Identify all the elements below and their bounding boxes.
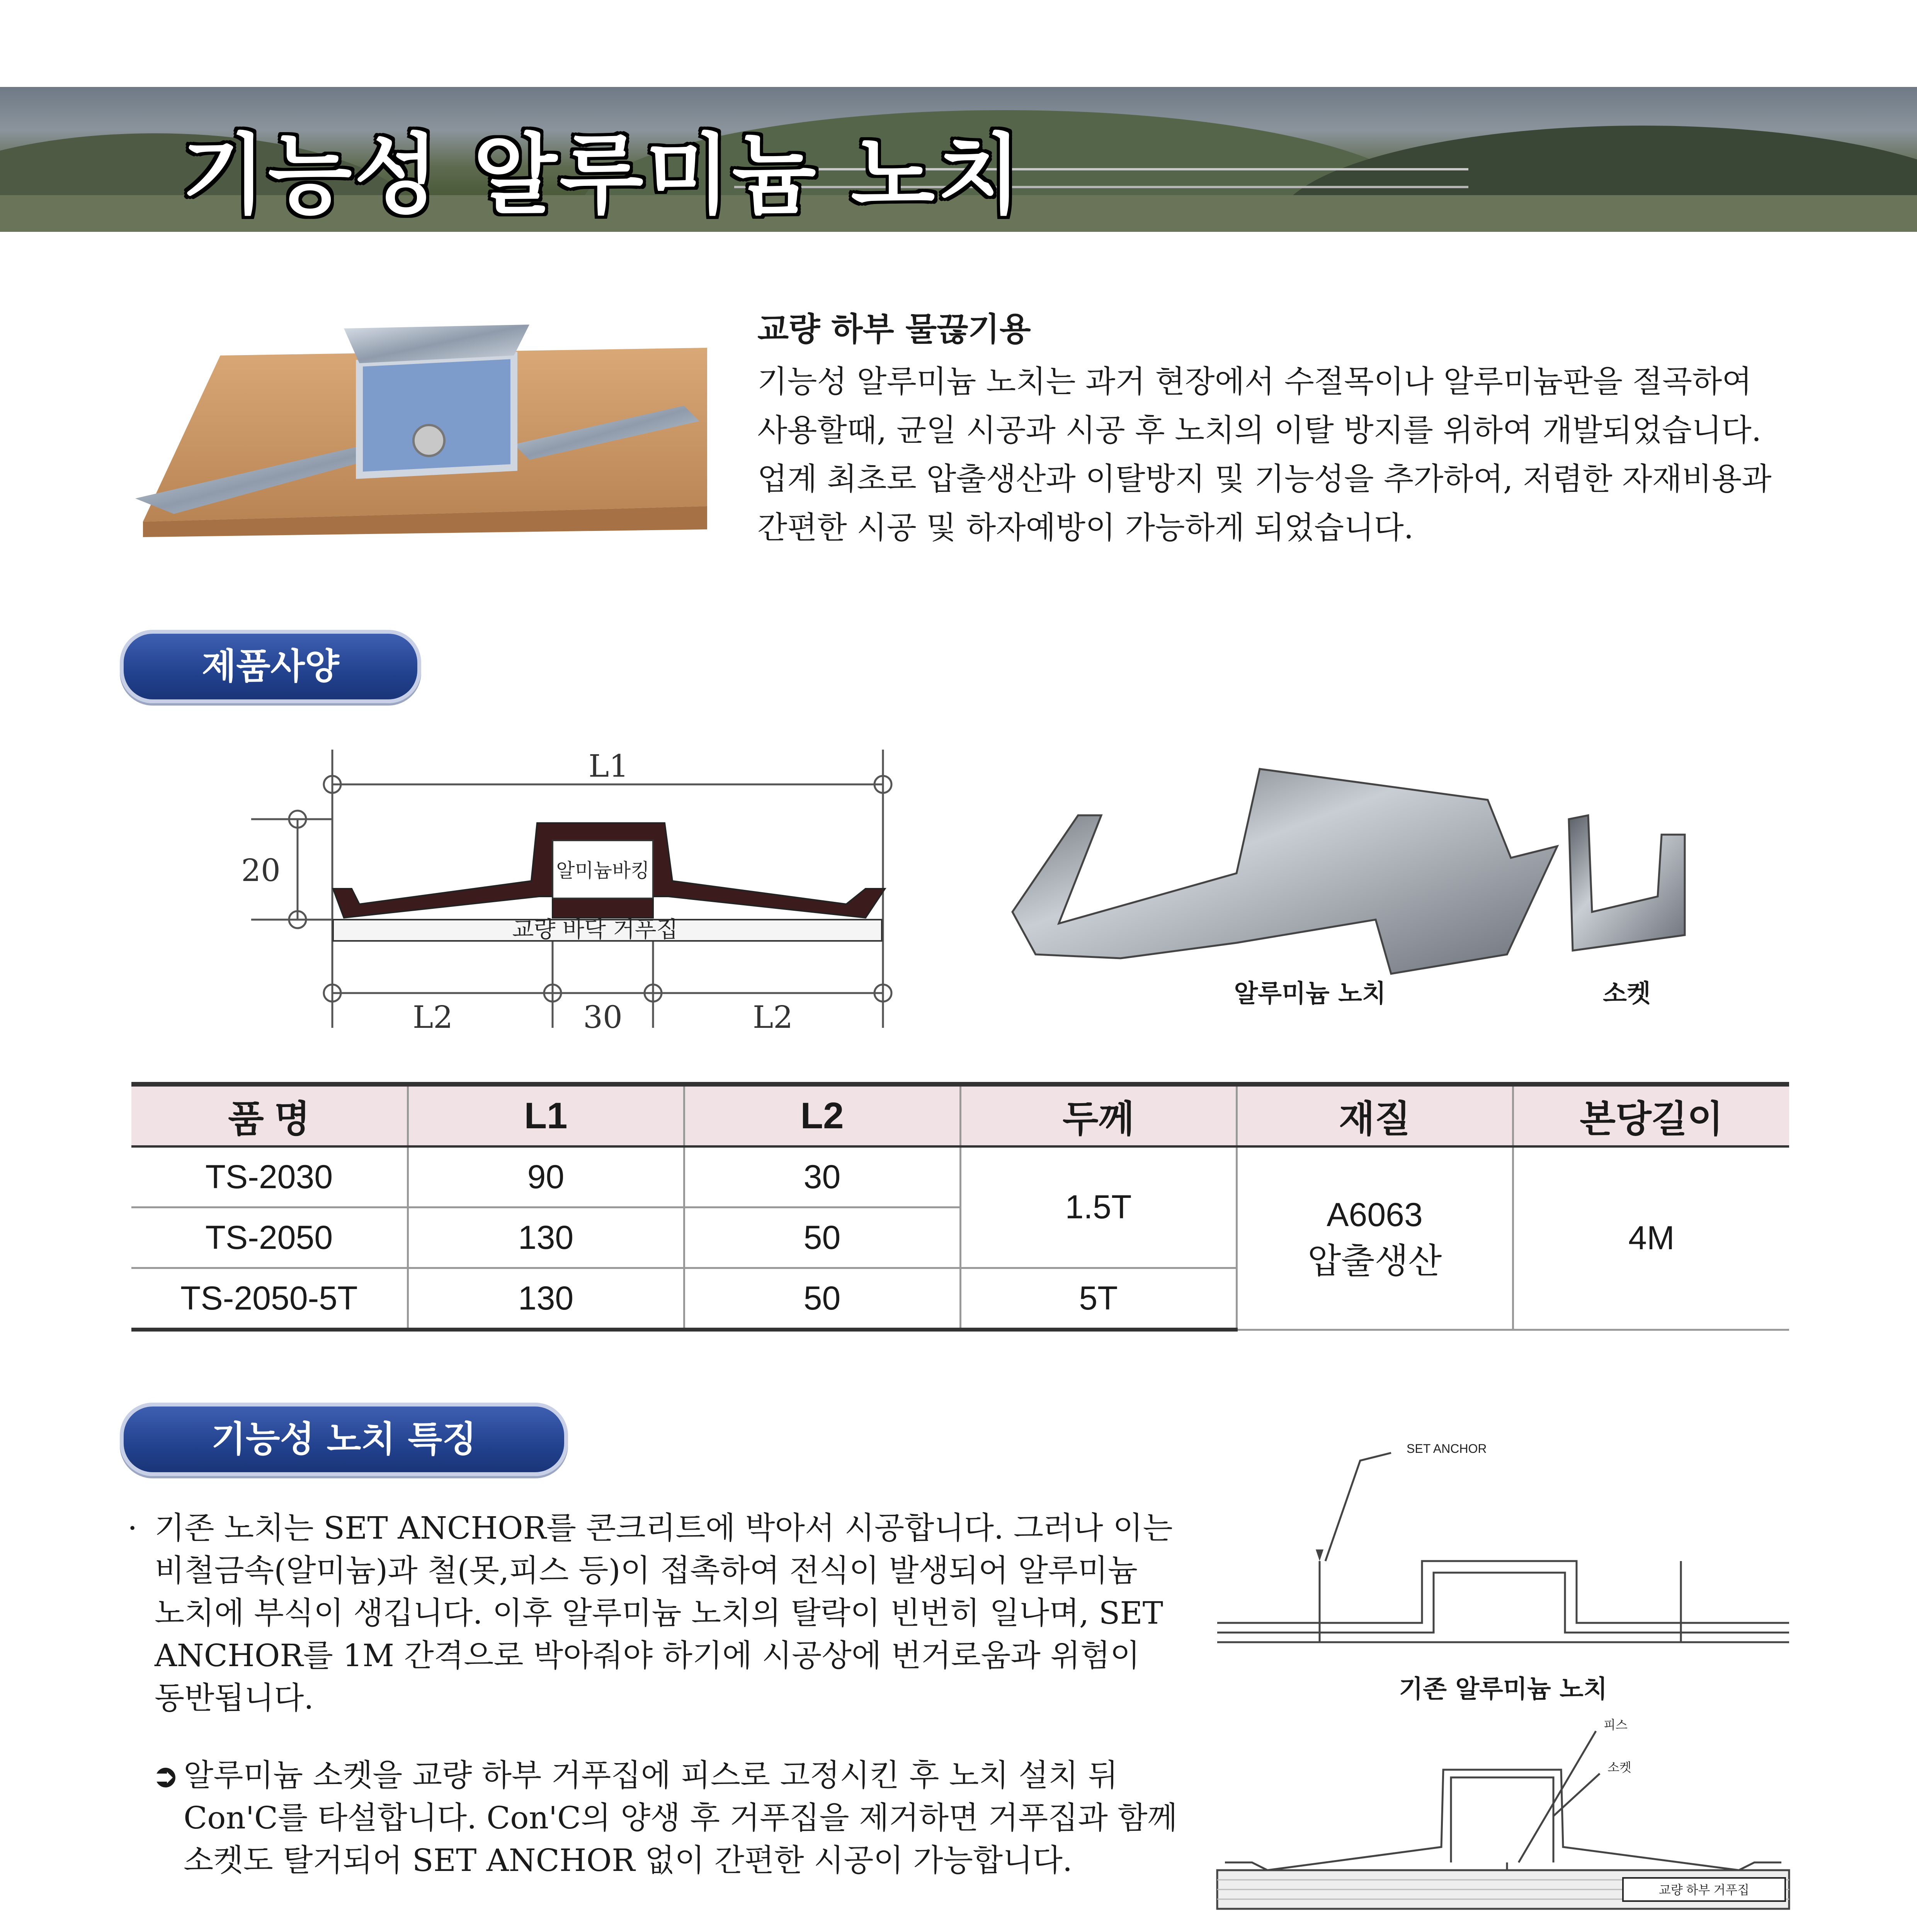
diagram-2-caption	[1306, 1930, 1700, 1932]
dim-l2-left-label: L2	[412, 999, 453, 1035]
diagram-existing-notch	[1209, 1437, 1797, 1654]
table-row	[131, 1146, 1789, 1208]
arrow-icon: ➲	[153, 1757, 179, 1794]
cell-l2: 50	[684, 1208, 960, 1268]
product-photo	[128, 305, 726, 537]
material-line: 압출생산	[1307, 1242, 1442, 1281]
feature-line: 기존 노치는 SET ANCHOR를 콘크리트에 박아서 시공합니다. 그러나 이는	[155, 1510, 1173, 1546]
intro-line: 간편한 시공 및 하자예방이 가능하게 되었습니다.	[757, 510, 1414, 546]
intro-title: 교량 하부 물끊기용	[757, 310, 1031, 348]
socket-photo-caption: 소켓	[1603, 980, 1651, 1008]
header-l2: L2	[684, 1084, 960, 1146]
diagram-functional-notch	[1209, 1708, 1797, 1924]
cell-thickness: 1.5T	[960, 1146, 1237, 1268]
spec-table	[131, 1082, 1789, 1332]
feature-block-1	[128, 1507, 1173, 1719]
header-banner	[0, 87, 1917, 232]
section-label-spec: 제품사양	[120, 630, 421, 703]
feature-line: 동반됩니다.	[155, 1680, 314, 1716]
feature-line: 비철금속(알미늄)과 철(못,피스 등)이 접촉하여 전식이 발생되어 알루미늄	[155, 1553, 1138, 1588]
cell-material	[1237, 1146, 1513, 1330]
material-line: A6063	[1327, 1196, 1423, 1234]
feature-line: ANCHOR를 1M 간격으로 박아줘야 하기에 시공상에 번거로움과 위험이	[155, 1638, 1140, 1673]
socket-label: 소켓	[1607, 1760, 1631, 1774]
header-material: 재질	[1237, 1084, 1513, 1146]
intro-description	[757, 357, 1816, 552]
screw-label: 피스	[1604, 1718, 1628, 1732]
dimension-drawing	[232, 734, 927, 1043]
cell-name: TS-2030	[131, 1146, 408, 1208]
feature-line: 알루미늄 소켓을 교량 하부 거푸집에 피스로 고정시킨 후 노치 설치 뒤	[184, 1757, 1118, 1793]
header-length: 본당길이	[1513, 1084, 1789, 1146]
dim-l1-label: L1	[588, 748, 629, 784]
page-title: 기능성 알루미늄 노치	[182, 125, 1024, 226]
notch-photo-caption: 알루미늄 노치	[1234, 980, 1386, 1008]
dim-packing-label: 알미늄바킹	[556, 859, 650, 882]
cell-thickness: 5T	[960, 1268, 1237, 1330]
bullet-mark: ·	[128, 1510, 138, 1546]
notch-socket-photo	[1005, 757, 1700, 1005]
feature-block-1-sub	[153, 1754, 1177, 1882]
form-label: 교량 하부 거푸집	[1658, 1883, 1750, 1897]
dim-base-label: 교량 바닥 거푸집	[512, 916, 678, 942]
cell-name: TS-2050-5T	[131, 1268, 408, 1330]
dim-height-label: 20	[241, 852, 281, 888]
cell-l2: 50	[684, 1268, 960, 1330]
cell-l1: 130	[408, 1268, 684, 1330]
header-name: 품 명	[131, 1084, 408, 1146]
table-header-row	[131, 1084, 1789, 1146]
cell-name: TS-2050	[131, 1208, 408, 1268]
header-thickness: 두께	[960, 1084, 1237, 1146]
set-anchor-label: SET ANCHOR	[1407, 1442, 1487, 1456]
intro-line: 기능성 알루미늄 노치는 과거 현장에서 수절목이나 알루미늄판을 절곡하여	[757, 364, 1752, 400]
feature-line: 노치에 부식이 생깁니다. 이후 알루미늄 노치의 탈락이 빈번히 일나며, SET	[155, 1595, 1163, 1631]
section-label-features: 기능성 노치 특징	[120, 1403, 568, 1476]
feature-line: Con'C를 타설합니다. Con'C의 양생 후 거푸집을 제거하면 거푸집과 함께	[184, 1800, 1177, 1836]
feature-line: 소켓도 탈거되어 SET ANCHOR 없이 간편한 시공이 가능합니다.	[184, 1842, 1073, 1878]
cell-l1: 130	[408, 1208, 684, 1268]
dim-mid-label: 30	[583, 999, 623, 1035]
cell-length: 4M	[1513, 1146, 1789, 1330]
cell-l2: 30	[684, 1146, 960, 1208]
intro-line: 사용할때, 균일 시공과 시공 후 노치의 이탈 방지를 위하여 개발되었습니다.	[757, 412, 1762, 448]
cell-l1: 90	[408, 1146, 684, 1208]
header-l1: L1	[408, 1084, 684, 1146]
diagram-1-caption: 기존 알루미늄 노치	[1399, 1675, 1607, 1704]
dim-l2-right-label: L2	[752, 999, 793, 1035]
intro-line: 업계 최초로 압출생산과 이탈방지 및 기능성을 추가하여, 저렴한 자재비용과	[757, 461, 1772, 497]
